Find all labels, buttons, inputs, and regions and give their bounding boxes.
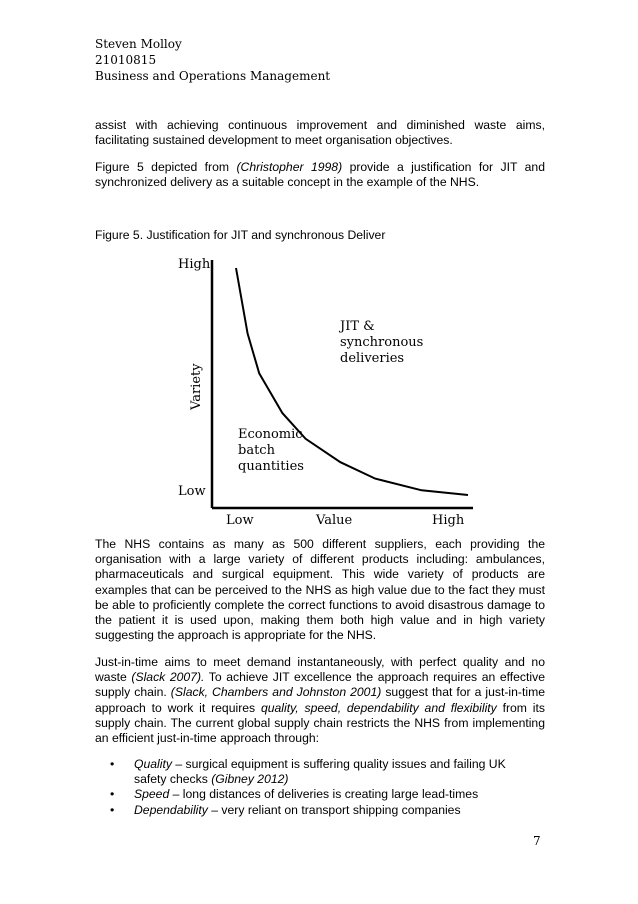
emphasis: quality, speed, dependability and flexibility <box>260 700 497 715</box>
paragraph-1-text: assist with achieving continuous improvement and diminished waste aims, facilitating sustained development to meet organisation objectives. <box>95 118 545 148</box>
y-tick-high: High <box>178 257 211 272</box>
paragraph-intro <box>95 118 545 148</box>
author-name: Steven Molloy <box>95 37 182 51</box>
list-item <box>110 757 540 787</box>
text: Just-in-time aims to meet demand instantaneously, with perfect quality and no waste <box>95 655 545 685</box>
bullet-term: Dependability <box>134 802 208 817</box>
bullet-text: – long distances of deliveries is creating large lead-times <box>169 787 479 802</box>
paragraph-nhs <box>95 537 545 643</box>
paragraph-jit <box>95 655 545 746</box>
region-label-batch-1: Economic <box>238 427 303 442</box>
bullet-text: – surgical equipment is suffering quality issues and failing UK safety checks <box>134 757 506 787</box>
bullet-icon: • <box>110 757 115 771</box>
bullet-text: – very reliant on transport shipping companies <box>207 802 461 817</box>
page-header <box>95 36 330 84</box>
region-label-jit-2: synchronous <box>340 335 424 350</box>
paragraph-3-text: The NHS contains as many as 500 different suppliers, each providing the organisation with a large variety of different products including: ambulances, pharmaceuticals and surgical equipment. This wide variety of products are examples that can be perceived to the NHS as high value due to the fact they must be able to proficiently complete the correct functions to avoid disastrous damage to the patient it is used upon, making them both high value and in high variety suggesting the approach is appropriate for the NHS. <box>95 537 545 643</box>
x-tick-high: High <box>432 513 465 528</box>
x-tick-low: Low <box>226 513 254 528</box>
bullet-term: Speed <box>134 787 170 802</box>
text: suggest that for a just-in-time approach to work it requires <box>95 685 546 715</box>
y-tick-low: Low <box>178 484 206 499</box>
text: provide a justification for JIT and synchronized delivery as a suitable concept in the example of the NHS. <box>95 160 545 190</box>
citation: (Christopher 1998) <box>236 160 343 174</box>
citation: (Gibney 2012) <box>211 772 289 787</box>
student-id: 21010815 <box>95 53 157 67</box>
bullet-icon: • <box>110 787 115 802</box>
figure-caption: Figure 5. Justification for JIT and synchronous Deliver <box>95 228 386 242</box>
bullet-list <box>110 757 540 818</box>
citation: (Slack 2007). <box>131 670 205 685</box>
citation: (Slack, Chambers and Johnston 2001) <box>170 685 382 700</box>
figure-chart <box>168 240 478 530</box>
region-label-batch-2: batch <box>238 443 275 458</box>
text: from its supply chain. The current global supply chain restricts the NHS from implementing an efficient just-in-time approach through: <box>95 700 545 746</box>
y-axis-label: Variety <box>189 363 204 410</box>
list-item <box>110 803 540 818</box>
text: Figure 5 depicted from <box>95 160 237 174</box>
paragraph-figure-ref <box>95 160 545 190</box>
list-item <box>110 787 540 802</box>
text: To achieve JIT excellence the approach requires an effective supply chain. <box>95 670 545 700</box>
x-axis-label: Value <box>316 513 353 528</box>
region-label-jit-1: JIT & <box>340 319 375 334</box>
region-label-batch-3: quantities <box>238 459 304 474</box>
module-title: Business and Operations Management <box>95 69 331 83</box>
region-label-jit-3: deliveries <box>340 351 405 366</box>
bullet-term: Quality <box>134 757 172 771</box>
bullet-icon: • <box>110 802 115 817</box>
page-number: 7 <box>533 834 541 848</box>
